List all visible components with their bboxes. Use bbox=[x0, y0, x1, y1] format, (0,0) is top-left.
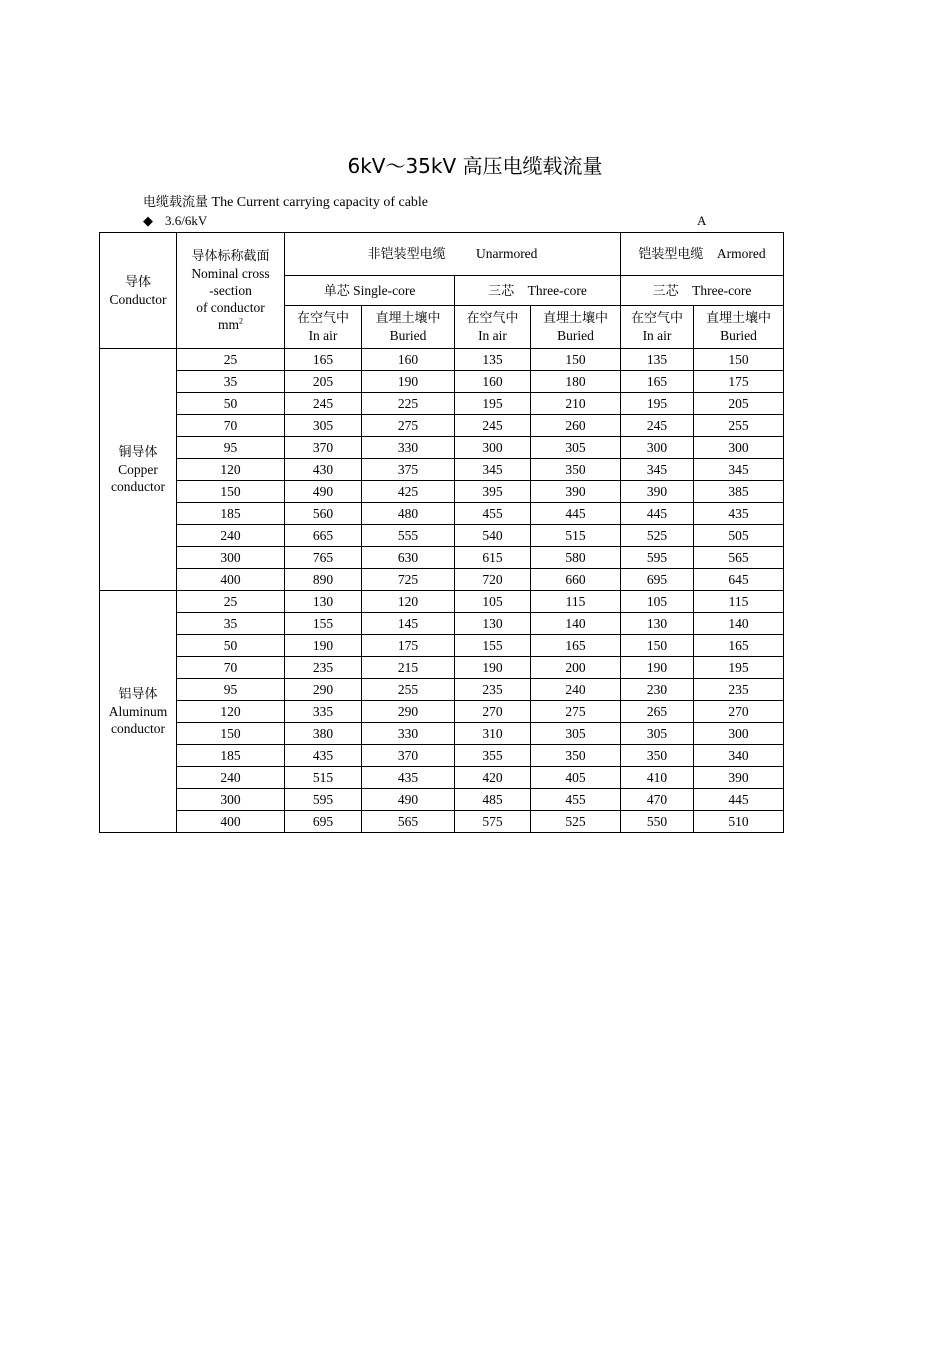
three-air-cell: 355 bbox=[455, 745, 531, 767]
armored-air-cell: 470 bbox=[621, 789, 694, 811]
three-buried-cell: 180 bbox=[531, 371, 621, 393]
table-row bbox=[100, 349, 784, 371]
section-cell: 150 bbox=[177, 723, 285, 745]
unarmored-header bbox=[285, 233, 621, 276]
armored-buried-cell: 175 bbox=[694, 371, 784, 393]
armored-buried-cell: 435 bbox=[694, 503, 784, 525]
single-air-cell: 695 bbox=[285, 811, 362, 833]
section-header-cn: 导体标称截面 bbox=[191, 249, 270, 264]
conductor-group-en1: Copper bbox=[118, 462, 158, 477]
table-row bbox=[100, 393, 784, 415]
three-core-cn: 三芯 bbox=[652, 283, 679, 299]
conductor-header bbox=[100, 233, 177, 349]
three-buried-cell: 445 bbox=[531, 503, 621, 525]
three-buried-cell: 140 bbox=[531, 613, 621, 635]
three-air-cell: 270 bbox=[455, 701, 531, 723]
in-air-cn: 在空气中 bbox=[630, 311, 683, 326]
single-buried-cell: 160 bbox=[362, 349, 455, 371]
single-air-cell: 490 bbox=[285, 481, 362, 503]
three-air-cell: 235 bbox=[455, 679, 531, 701]
single-air-cell: 130 bbox=[285, 591, 362, 613]
three-buried-cell: 580 bbox=[531, 547, 621, 569]
single-buried-cell: 145 bbox=[362, 613, 455, 635]
buried-en: Buried bbox=[389, 328, 427, 343]
armored-buried-cell: 115 bbox=[694, 591, 784, 613]
table-row bbox=[100, 745, 784, 767]
armored-buried-cell: 270 bbox=[694, 701, 784, 723]
three-buried-cell: 210 bbox=[531, 393, 621, 415]
three-buried-cell: 240 bbox=[531, 679, 621, 701]
table-row bbox=[100, 657, 784, 679]
three-air-cell: 540 bbox=[455, 525, 531, 547]
single-air-cell: 165 bbox=[285, 349, 362, 371]
armored-air-cell: 150 bbox=[621, 635, 694, 657]
table-row bbox=[100, 679, 784, 701]
single-air-cell: 290 bbox=[285, 679, 362, 701]
single-buried-cell: 370 bbox=[362, 745, 455, 767]
single-air-cell: 435 bbox=[285, 745, 362, 767]
in-air-en: In air bbox=[642, 328, 672, 343]
three-buried-cell: 525 bbox=[531, 811, 621, 833]
armored-buried-cell: 300 bbox=[694, 437, 784, 459]
single-air-cell: 595 bbox=[285, 789, 362, 811]
single-air-cell: 665 bbox=[285, 525, 362, 547]
three-air-cell: 395 bbox=[455, 481, 531, 503]
three-air-cell: 195 bbox=[455, 393, 531, 415]
armored-buried-cell: 645 bbox=[694, 569, 784, 591]
three-air-cell: 345 bbox=[455, 459, 531, 481]
three-core-header-unarmored bbox=[455, 276, 621, 306]
unarmored-header-en: Unarmored bbox=[475, 246, 538, 261]
section-cell: 35 bbox=[177, 613, 285, 635]
three-buried-cell: 350 bbox=[531, 459, 621, 481]
table-row bbox=[100, 635, 784, 657]
table-row bbox=[100, 371, 784, 393]
armored-air-cell: 350 bbox=[621, 745, 694, 767]
single-air-cell: 155 bbox=[285, 613, 362, 635]
single-buried-cell: 330 bbox=[362, 723, 455, 745]
conductor-group-cn: 铜导体 bbox=[118, 445, 158, 460]
single-buried-cell: 555 bbox=[362, 525, 455, 547]
ampacity-table bbox=[99, 232, 784, 833]
conductor-group-en1: Aluminum bbox=[108, 704, 168, 719]
table-row bbox=[100, 525, 784, 547]
page-title: 6kV～35kV 高压电缆载流量 bbox=[347, 154, 603, 178]
section-unit-text: mm bbox=[217, 317, 239, 332]
in-air-header bbox=[455, 306, 531, 349]
three-air-cell: 135 bbox=[455, 349, 531, 371]
three-air-cell: 105 bbox=[455, 591, 531, 613]
section-header-en3: of conductor bbox=[196, 300, 265, 315]
three-core-cn: 三芯 bbox=[488, 283, 515, 299]
three-air-cell: 455 bbox=[455, 503, 531, 525]
three-air-cell: 615 bbox=[455, 547, 531, 569]
table-row bbox=[100, 547, 784, 569]
armored-air-cell: 300 bbox=[621, 437, 694, 459]
table-body bbox=[100, 349, 784, 833]
section-cell: 120 bbox=[177, 459, 285, 481]
table-row bbox=[100, 481, 784, 503]
three-buried-cell: 390 bbox=[531, 481, 621, 503]
table-row bbox=[100, 591, 784, 613]
single-buried-cell: 480 bbox=[362, 503, 455, 525]
armored-buried-cell: 565 bbox=[694, 547, 784, 569]
section-cell: 35 bbox=[177, 371, 285, 393]
buried-en: Buried bbox=[557, 328, 594, 343]
single-buried-cell: 425 bbox=[362, 481, 455, 503]
section-cell: 400 bbox=[177, 569, 285, 591]
armored-air-cell: 130 bbox=[621, 613, 694, 635]
three-buried-cell: 260 bbox=[531, 415, 621, 437]
unit-label: A bbox=[697, 213, 707, 228]
three-core-en: Three-core bbox=[692, 282, 752, 298]
armored-buried-cell: 255 bbox=[694, 415, 784, 437]
armored-air-cell: 305 bbox=[621, 723, 694, 745]
three-core-en: Three-core bbox=[527, 282, 587, 298]
section-cell: 70 bbox=[177, 657, 285, 679]
table-row bbox=[100, 459, 784, 481]
single-air-cell: 305 bbox=[285, 415, 362, 437]
section-cell: 240 bbox=[177, 767, 285, 789]
three-buried-cell: 165 bbox=[531, 635, 621, 657]
single-buried-cell: 175 bbox=[362, 635, 455, 657]
single-air-cell: 235 bbox=[285, 657, 362, 679]
single-air-cell: 515 bbox=[285, 767, 362, 789]
armored-buried-cell: 340 bbox=[694, 745, 784, 767]
section-cell: 400 bbox=[177, 811, 285, 833]
armored-buried-cell: 505 bbox=[694, 525, 784, 547]
three-air-cell: 420 bbox=[455, 767, 531, 789]
section-cell: 25 bbox=[177, 349, 285, 371]
voltage-value: 3.6/6kV bbox=[165, 213, 208, 228]
single-air-cell: 335 bbox=[285, 701, 362, 723]
subtitle-en: The Current carrying capacity of cable bbox=[211, 195, 429, 210]
section-header-unit bbox=[177, 316, 284, 333]
section-cell: 70 bbox=[177, 415, 285, 437]
table-row bbox=[100, 415, 784, 437]
armored-air-cell: 695 bbox=[621, 569, 694, 591]
buried-cn: 直埋土壤中 bbox=[705, 311, 771, 326]
three-air-cell: 300 bbox=[455, 437, 531, 459]
armored-air-cell: 390 bbox=[621, 481, 694, 503]
single-buried-cell: 255 bbox=[362, 679, 455, 701]
single-air-cell: 370 bbox=[285, 437, 362, 459]
subtitle-cn: 电缆载流量 bbox=[143, 195, 209, 210]
armored-buried-cell: 390 bbox=[694, 767, 784, 789]
single-core-en: Single-core bbox=[353, 282, 416, 298]
armored-buried-cell: 300 bbox=[694, 723, 784, 745]
three-buried-cell: 275 bbox=[531, 701, 621, 723]
armored-air-cell: 190 bbox=[621, 657, 694, 679]
single-air-cell: 430 bbox=[285, 459, 362, 481]
buried-header bbox=[362, 306, 455, 349]
section-cell: 240 bbox=[177, 525, 285, 547]
single-buried-cell: 330 bbox=[362, 437, 455, 459]
single-buried-cell: 490 bbox=[362, 789, 455, 811]
conductor-group-label bbox=[100, 591, 177, 833]
conductor-group-cn: 铝导体 bbox=[118, 687, 158, 702]
three-air-cell: 310 bbox=[455, 723, 531, 745]
section-cell: 185 bbox=[177, 503, 285, 525]
section-cell: 120 bbox=[177, 701, 285, 723]
section-cell: 150 bbox=[177, 481, 285, 503]
armored-air-cell: 445 bbox=[621, 503, 694, 525]
armored-buried-cell: 235 bbox=[694, 679, 784, 701]
single-buried-cell: 225 bbox=[362, 393, 455, 415]
in-air-en: In air bbox=[308, 328, 338, 343]
single-buried-cell: 120 bbox=[362, 591, 455, 613]
conductor-group-label bbox=[100, 349, 177, 591]
single-buried-cell: 275 bbox=[362, 415, 455, 437]
three-buried-cell: 405 bbox=[531, 767, 621, 789]
armored-buried-cell: 165 bbox=[694, 635, 784, 657]
section-unit-sup: 2 bbox=[239, 316, 243, 326]
conductor-header-cn: 导体 bbox=[124, 274, 151, 290]
table-row bbox=[100, 613, 784, 635]
section-cell: 95 bbox=[177, 437, 285, 459]
single-air-cell: 560 bbox=[285, 503, 362, 525]
single-buried-cell: 725 bbox=[362, 569, 455, 591]
buried-cn: 直埋土壤中 bbox=[375, 311, 441, 326]
single-air-cell: 245 bbox=[285, 393, 362, 415]
table-row bbox=[100, 701, 784, 723]
table-row bbox=[100, 811, 784, 833]
table-row bbox=[100, 789, 784, 811]
three-air-cell: 245 bbox=[455, 415, 531, 437]
section-cell: 95 bbox=[177, 679, 285, 701]
single-buried-cell: 190 bbox=[362, 371, 455, 393]
three-air-cell: 720 bbox=[455, 569, 531, 591]
armored-buried-cell: 385 bbox=[694, 481, 784, 503]
armored-buried-cell: 345 bbox=[694, 459, 784, 481]
armored-buried-cell: 150 bbox=[694, 349, 784, 371]
three-air-cell: 155 bbox=[455, 635, 531, 657]
armored-air-cell: 245 bbox=[621, 415, 694, 437]
single-air-cell: 765 bbox=[285, 547, 362, 569]
single-air-cell: 890 bbox=[285, 569, 362, 591]
section-cell: 25 bbox=[177, 591, 285, 613]
single-buried-cell: 215 bbox=[362, 657, 455, 679]
armored-header-cn: 铠装型电缆 bbox=[638, 247, 704, 262]
single-air-cell: 190 bbox=[285, 635, 362, 657]
armored-buried-cell: 510 bbox=[694, 811, 784, 833]
armored-header bbox=[621, 233, 784, 276]
three-air-cell: 575 bbox=[455, 811, 531, 833]
buried-header bbox=[531, 306, 621, 349]
in-air-header bbox=[621, 306, 694, 349]
table-row bbox=[100, 503, 784, 525]
three-buried-cell: 305 bbox=[531, 437, 621, 459]
single-buried-cell: 565 bbox=[362, 811, 455, 833]
in-air-cn: 在空气中 bbox=[466, 311, 519, 326]
three-core-header-armored bbox=[621, 276, 784, 306]
armored-buried-cell: 445 bbox=[694, 789, 784, 811]
three-buried-cell: 150 bbox=[531, 349, 621, 371]
section-header bbox=[177, 233, 285, 349]
armored-air-cell: 165 bbox=[621, 371, 694, 393]
single-buried-cell: 435 bbox=[362, 767, 455, 789]
single-buried-cell: 375 bbox=[362, 459, 455, 481]
voltage-label bbox=[143, 213, 207, 229]
three-buried-cell: 305 bbox=[531, 723, 621, 745]
section-cell: 185 bbox=[177, 745, 285, 767]
in-air-header bbox=[285, 306, 362, 349]
single-air-cell: 205 bbox=[285, 371, 362, 393]
section-cell: 50 bbox=[177, 393, 285, 415]
table-subtitle bbox=[143, 191, 428, 211]
single-buried-cell: 290 bbox=[362, 701, 455, 723]
in-air-en: In air bbox=[478, 328, 507, 343]
section-cell: 300 bbox=[177, 789, 285, 811]
three-air-cell: 190 bbox=[455, 657, 531, 679]
armored-header-en: Armored bbox=[716, 246, 766, 261]
unarmored-header-cn: 非铠装型电缆 bbox=[367, 247, 446, 262]
armored-buried-cell: 195 bbox=[694, 657, 784, 679]
three-buried-cell: 115 bbox=[531, 591, 621, 613]
section-header-en1: Nominal cross bbox=[191, 266, 270, 281]
armored-buried-cell: 140 bbox=[694, 613, 784, 635]
armored-air-cell: 135 bbox=[621, 349, 694, 371]
armored-air-cell: 410 bbox=[621, 767, 694, 789]
buried-en: Buried bbox=[720, 328, 757, 343]
section-cell: 50 bbox=[177, 635, 285, 657]
armored-air-cell: 265 bbox=[621, 701, 694, 723]
diamond-bullet-icon: ◆ bbox=[143, 213, 153, 228]
table-row bbox=[100, 723, 784, 745]
three-air-cell: 485 bbox=[455, 789, 531, 811]
three-buried-cell: 200 bbox=[531, 657, 621, 679]
single-core-cn: 单芯 bbox=[323, 283, 350, 299]
three-air-cell: 160 bbox=[455, 371, 531, 393]
section-header-en2: -section bbox=[209, 283, 252, 298]
armored-air-cell: 550 bbox=[621, 811, 694, 833]
single-buried-cell: 630 bbox=[362, 547, 455, 569]
three-buried-cell: 660 bbox=[531, 569, 621, 591]
armored-air-cell: 195 bbox=[621, 393, 694, 415]
buried-header bbox=[694, 306, 784, 349]
armored-air-cell: 525 bbox=[621, 525, 694, 547]
single-air-cell: 380 bbox=[285, 723, 362, 745]
conductor-header-en: Conductor bbox=[109, 291, 167, 307]
armored-air-cell: 105 bbox=[621, 591, 694, 613]
armored-air-cell: 595 bbox=[621, 547, 694, 569]
three-air-cell: 130 bbox=[455, 613, 531, 635]
buried-cn: 直埋土壤中 bbox=[542, 311, 608, 326]
armored-air-cell: 345 bbox=[621, 459, 694, 481]
section-cell: 300 bbox=[177, 547, 285, 569]
in-air-cn: 在空气中 bbox=[296, 311, 349, 326]
three-buried-cell: 350 bbox=[531, 745, 621, 767]
table-row bbox=[100, 569, 784, 591]
armored-buried-cell: 205 bbox=[694, 393, 784, 415]
three-buried-cell: 515 bbox=[531, 525, 621, 547]
three-buried-cell: 455 bbox=[531, 789, 621, 811]
conductor-group-en2: conductor bbox=[111, 721, 165, 736]
armored-air-cell: 230 bbox=[621, 679, 694, 701]
table-row bbox=[100, 767, 784, 789]
table-row bbox=[100, 437, 784, 459]
conductor-group-en2: conductor bbox=[111, 479, 165, 494]
single-core-header bbox=[285, 276, 455, 306]
